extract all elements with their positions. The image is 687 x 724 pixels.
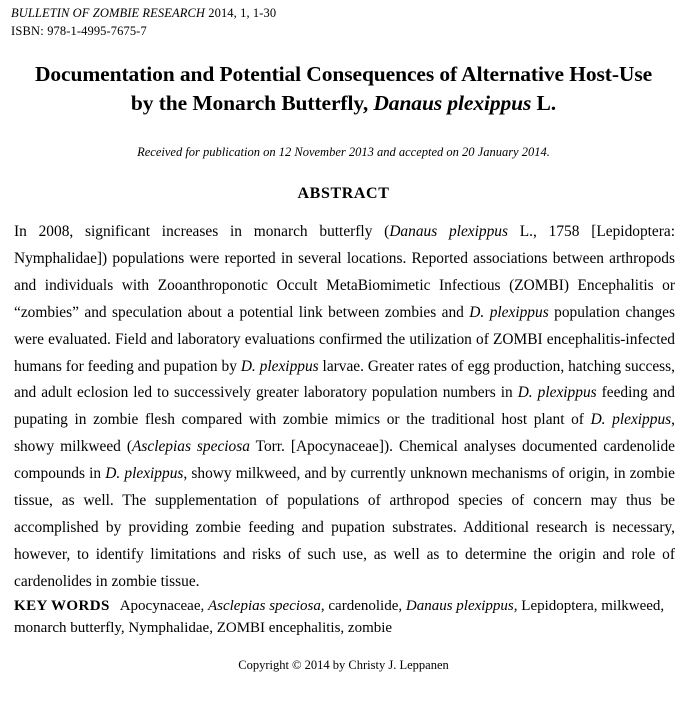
abstract-seg-1: In 2008, significant increases in monarch butterfly ( (14, 223, 390, 240)
journal-name: BULLETIN OF ZOMBIE RESEARCH (11, 6, 206, 20)
keywords-species-1: Asclepias speciosa (207, 598, 321, 614)
abstract-heading: ABSTRACT (297, 185, 390, 202)
title-authority: L. (531, 91, 557, 115)
abstract-species-2: D. plexippus (469, 303, 549, 321)
abstract-seg-3: population changes were evaluated. Field and laboratory evaluations confirmed the utilization of ZOMBI encephalitis-infected humans for feeding and pupation by (14, 303, 675, 375)
isbn-line (11, 23, 676, 40)
journal-citation: 2014, 1, 1-30 (205, 6, 277, 20)
paper-title (18, 60, 669, 118)
abstract-species-4: D. plexippus (517, 384, 597, 402)
title-line-2-prefix: by the Monarch Butterfly, (130, 91, 374, 115)
keywords-seg-3: , Lepidoptera, milkweed, monarch butterfly, Nymphalidae, ZOMBI encephalitis, zombie (14, 598, 665, 636)
title-species-name: Danaus plexippus (373, 91, 532, 115)
abstract-seg-7: Torr. [Apocynaceae]). Chemical analyses documented cardenolide compounds in (14, 438, 675, 483)
abstract-species-1: Danaus plexippus (389, 223, 508, 240)
abstract-seg-5: feeding and pupating in zombie flesh compared with zombie mimics or the traditional host plant of (14, 384, 675, 429)
isbn-value: 978-1-4995-7675-7 (47, 24, 147, 38)
copyright-line: Copyright © 2014 by Christy J. Leppanen (238, 658, 449, 672)
abstract-species-7: D. plexippus (105, 465, 184, 483)
received-date-line: Received for publication on 12 November 2013 and accepted on 20 January 2014. (137, 145, 550, 159)
abstract-seg-6: , showy milkweed ( (14, 411, 675, 456)
title-line-1: Documentation and Potential Consequences of Alternative Host-Use (34, 62, 653, 86)
abstract-text (14, 219, 675, 596)
title-line-2 (18, 89, 669, 118)
keywords-species-2: Danaus plexippus (405, 598, 514, 614)
abstract-species-5: D. plexippus (590, 411, 672, 429)
abstract-seg-2: L., 1758 [Lepidoptera: Nymphalidae]) populations were reported in several locations. Reported associations between arthropods and individuals with Zooanthroponotic Occult MetaBiomimetic Infectious (ZOMBI) Encephalitis or “zombies” and speculation about a potential link between zombies and (14, 223, 675, 321)
abstract-species-3: D. plexippus (240, 357, 319, 375)
keywords-seg-2: , cardenolide, (320, 598, 406, 614)
keywords-seg-1: Apocynaceae, (119, 598, 208, 614)
abstract-seg-8: , showy milkweed, and by currently unknown mechanisms of origin, in zombie tissue, as well. The supplementation of populations of arthropod species of concern may thus be accomplished by providing zombie feeding and pupation substrates. Additional research is necessary, however, to identify limitations and risks of such use, as well as to determine the origin and role of cardenolides in zombie tissue. (14, 465, 675, 590)
keywords-section (14, 595, 675, 639)
isbn-label: ISBN: (11, 24, 44, 38)
running-head (11, 5, 676, 40)
abstract-species-6: Asclepias speciosa (131, 438, 250, 456)
abstract-seg-4: larvae. Greater rates of egg production, hatching success, and adult eclosion led to successively greater laboratory population numbers in (14, 357, 675, 402)
keywords-label: KEY WORDS (14, 598, 110, 614)
